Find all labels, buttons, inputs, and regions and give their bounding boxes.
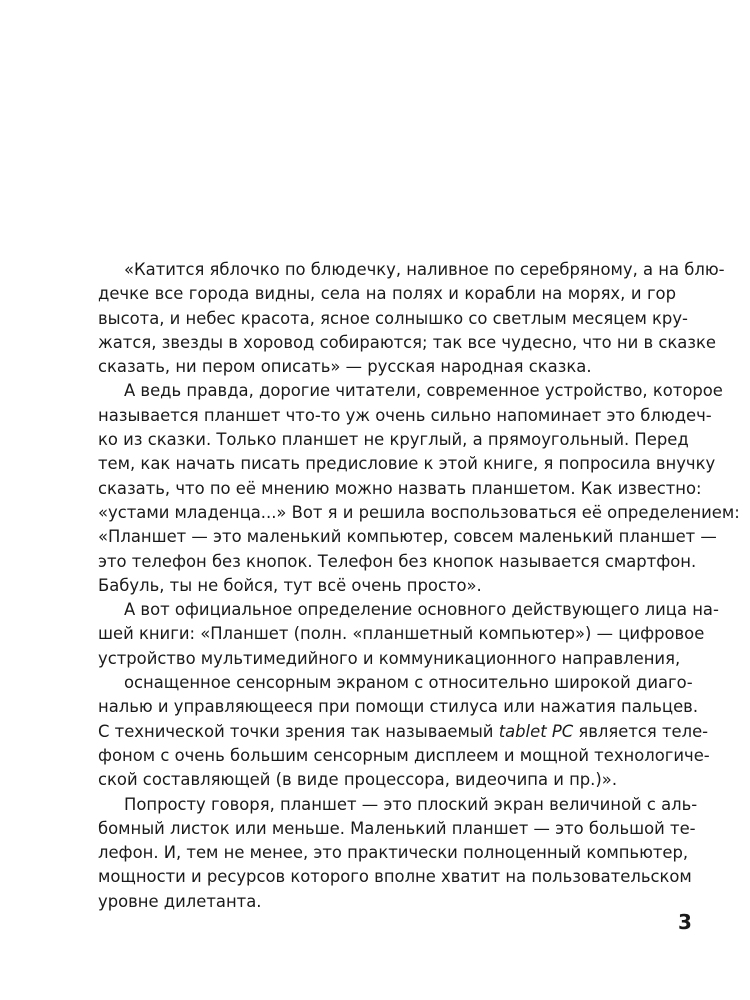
text-segment: является теле- [578,721,709,741]
text-segment: С технической точки зрения так называемый [98,721,494,741]
text-line: дечке все города видны, села на полях и корабли на морях, и гор [98,284,676,304]
paragraph-tablet-intro [72,379,740,598]
text-line: тем, как начать писать предисловие к этой книге, я попросила внучку [98,454,716,474]
text-line: ко из сказки. Только планшет не круглый, а прямоугольный. Перед [98,430,689,450]
text-line-with-italic [72,720,709,744]
text-line: «устами младенца...» Вот я и решила воспользоваться её определением: [98,502,740,522]
text-line: «Планшет — это маленький компьютер, совсем маленький планшет — [98,527,717,547]
text-line: жатся, звезды в хоровод собираются; так все чудесно, что ни в сказке [98,332,716,352]
text-line: Бабуль, ты не бойся, тут всё очень просто». [98,575,482,595]
paragraph-epigraph [72,258,725,379]
text-line: сказать, что по её мнению можно назвать планшетом. Как известно: [98,478,702,498]
text-line: оснащенное сенсорным экраном с относительно широкой диаго- [124,673,693,693]
italic-term: tablet PC [498,721,574,741]
text-line: фоном с очень большим сенсорным дисплеем и мощной технологиче- [98,745,710,765]
text-line: Попросту говоря, планшет — это плоский экран величиной с аль- [124,794,698,814]
text-line: лефон. И, тем не менее, это практически полноценный компьютер, [98,843,689,863]
text-line: «Катится яблочко по блюдечку, наливное по серебряному, а на блю- [124,260,725,279]
paragraph-simply-put [72,793,698,914]
text-line: А вот официальное определение основного действующего лица на- [124,600,719,620]
text-line: уровне дилетанта. [98,891,262,911]
book-text [72,258,740,914]
text-line: сказать, ни пером описать» — русская народная сказка. [98,357,592,377]
text-line: высота, и небес красота, ясное солнышко со светлым месяцем кру- [98,308,688,328]
text-line: устройство мультимедийного и коммуникационного направления, [98,648,681,668]
text-line: налью и управляющееся при помощи стилуса или нажатия пальцев. [98,697,699,717]
text-line: ской составляющей (в виде процессора, видеочипа и пр.)». [98,770,618,790]
text-line: это телефон без кнопок. Телефон без кнопок называется смартфон. [98,551,697,571]
paragraph-official-definition [72,598,719,671]
paragraph-definition-continued [72,671,710,792]
text-line: бомный листок или меньше. Маленький планшет — это большой те- [98,818,696,838]
text-line: называется планшет что-то уж очень сильно напоминает это блюдеч- [98,405,712,425]
text-line: шей книги: «Планшет (полн. «планшетный компьютер») — цифровое [98,624,705,644]
page-number: 3 [678,910,692,934]
text-line: А ведь правда, дорогие читатели, современное устройство, которое [124,381,723,401]
text-line: мощности и ресурсов которого вполне хватит на пользовательском [98,867,692,887]
